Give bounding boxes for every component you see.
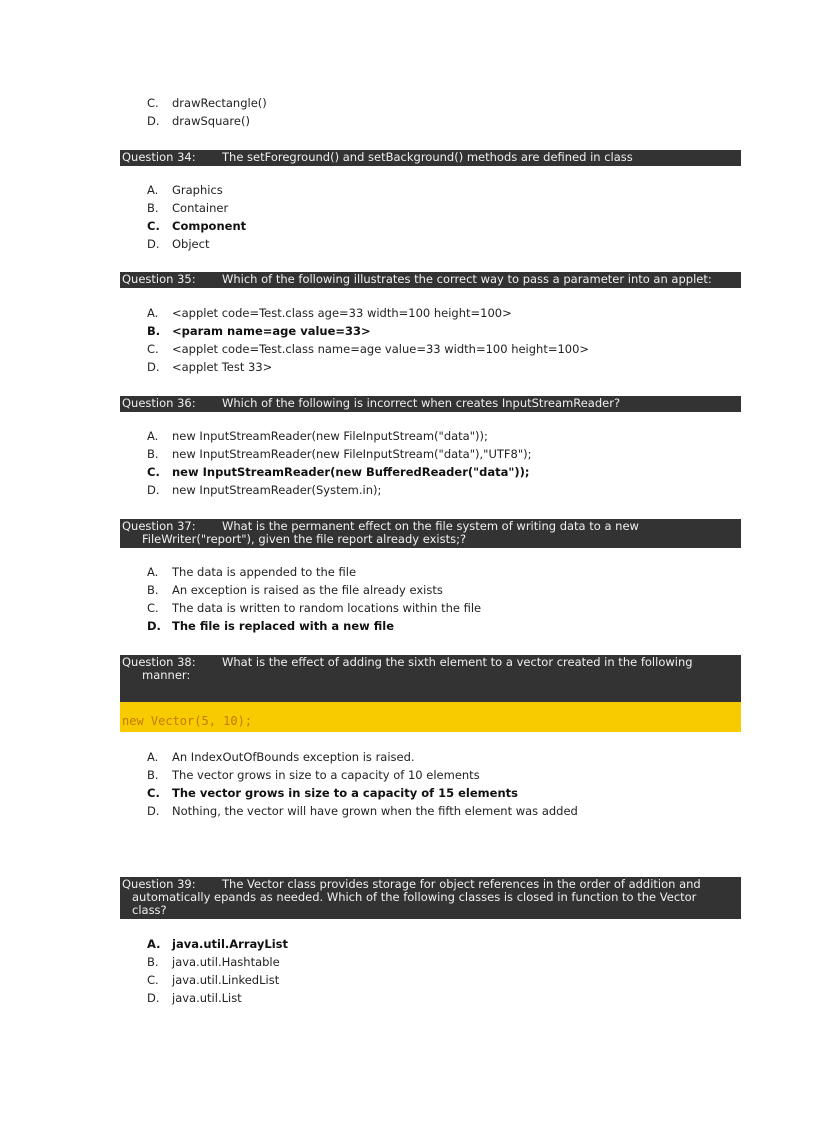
option-d: D. drawSquare() — [147, 114, 250, 128]
question-text: Which of the following is incorrect when creates InputStreamReader? — [222, 396, 621, 410]
code-snippet: new Vector(5, 10); — [120, 702, 741, 732]
option-c-correct: C. The vector grows in size to a capacity of 15 elements — [147, 786, 518, 800]
question-39-header — [120, 877, 741, 919]
question-text: The Vector class provides storage for object references in the order of addition and — [222, 877, 701, 891]
option-d: D. java.util.List — [147, 991, 242, 1005]
question-38-options — [147, 748, 578, 820]
prev-question-options — [147, 94, 267, 130]
option-d: D. <applet Test 33> — [147, 360, 273, 374]
question-text-line3: class? — [132, 903, 167, 917]
option-d-correct: D. The file is replaced with a new file — [147, 619, 395, 633]
option-c: C. <applet code=Test.class name=age value=33 width=100 height=100> — [147, 342, 590, 356]
option-a: A. new InputStreamReader(new FileInputStream("data")); — [147, 429, 488, 443]
question-text: What is the permanent effect on the file system of writing data to a new — [222, 519, 639, 533]
question-36-options — [147, 427, 531, 499]
question-text-line2: automatically epands as needed. Which of the following classes is closed in function to the Vector — [132, 890, 697, 904]
option-b: B. The vector grows in size to a capacity of 10 elements — [147, 768, 480, 782]
question-34-header — [120, 150, 741, 166]
question-number: Question 35: — [122, 272, 196, 286]
question-number: Question 39: — [122, 877, 196, 891]
question-37-header — [120, 519, 741, 548]
option-b: B. Container — [147, 201, 229, 215]
question-38-header — [120, 655, 741, 702]
option-a: A. Graphics — [147, 183, 223, 197]
question-text: What is the effect of adding the sixth element to a vector created in the following — [222, 655, 693, 669]
question-35-header — [120, 272, 741, 288]
option-c: C. java.util.LinkedList — [147, 973, 280, 987]
option-c: C. drawRectangle() — [147, 96, 267, 110]
option-d: D. Nothing, the vector will have grown when the fifth element was added — [147, 804, 578, 818]
question-number: Question 34: — [122, 150, 196, 164]
question-37-options — [147, 563, 481, 635]
question-39-options — [147, 935, 288, 1007]
option-b: B. An exception is raised as the file already exists — [147, 583, 443, 597]
question-number: Question 37: — [122, 519, 196, 533]
option-c-correct: C. new InputStreamReader(new BufferedReader("data")); — [147, 465, 530, 479]
question-number: Question 38: — [122, 655, 196, 669]
option-a: A. <applet code=Test.class age=33 width=100 height=100> — [147, 306, 512, 320]
option-a-correct: A. java.util.ArrayList — [147, 937, 289, 951]
option-a: A. The data is appended to the file — [147, 565, 357, 579]
question-34-options — [147, 181, 246, 253]
question-text-line2: manner: — [142, 668, 191, 682]
option-d: D. new InputStreamReader(System.in); — [147, 483, 382, 497]
option-c-correct: C. Component — [147, 219, 247, 233]
option-b: B. java.util.Hashtable — [147, 955, 280, 969]
question-text: The setForeground() and setBackground() methods are defined in class — [222, 150, 633, 164]
question-text: Which of the following illustrates the correct way to pass a parameter into an applet: — [222, 272, 712, 286]
question-35-options — [147, 304, 589, 376]
option-b: B. new InputStreamReader(new FileInputStream("data"),"UTF8"); — [147, 447, 532, 461]
option-a: A. An IndexOutOfBounds exception is raised. — [147, 750, 415, 764]
option-b-correct: B. <param name=age value=33> — [147, 324, 371, 338]
option-c: C. The data is written to random locations within the file — [147, 601, 482, 615]
question-36-header — [120, 396, 741, 412]
question-number: Question 36: — [122, 396, 196, 410]
option-d: D. Object — [147, 237, 210, 251]
question-text-line2: FileWriter("report"), given the file report already exists;? — [142, 532, 467, 546]
